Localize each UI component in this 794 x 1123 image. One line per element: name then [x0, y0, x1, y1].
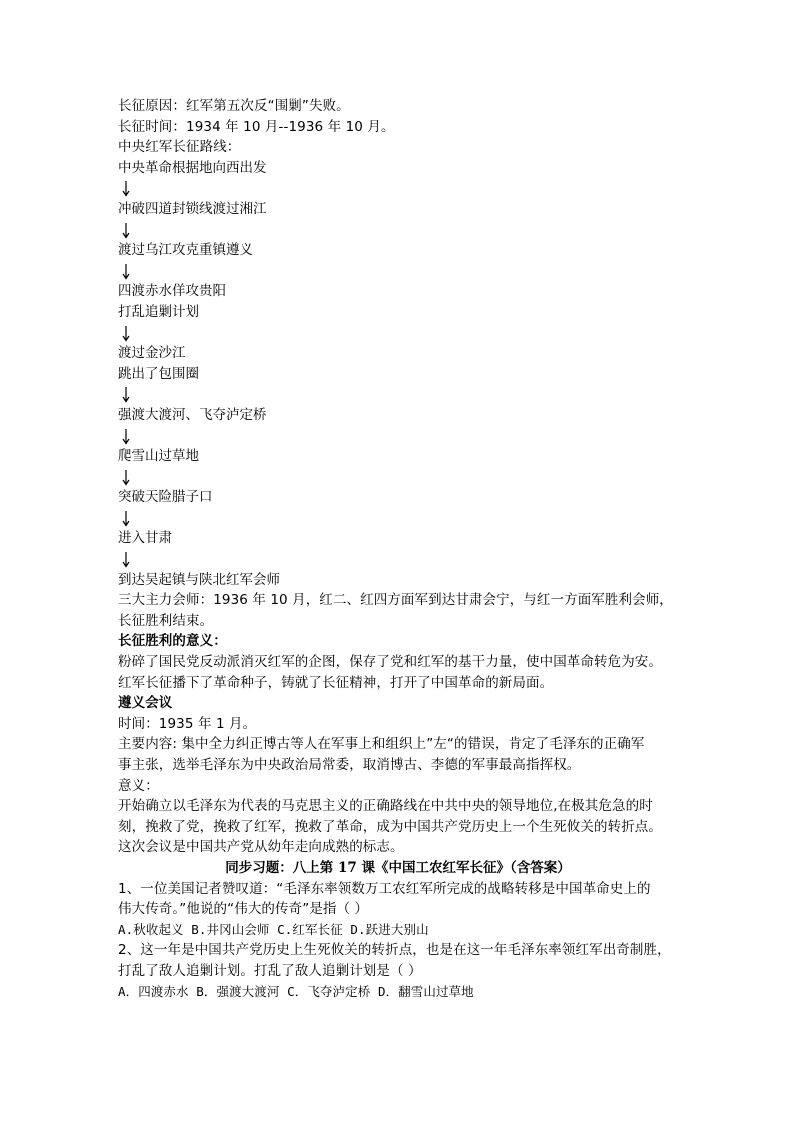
zunyi-content-line-2: 事主张，选举毛泽东为中央政治局常委，取消博古、李德的军事最高指挥权。	[118, 757, 581, 773]
zunyi-meaning-line-3: 这次会议是中国共产党从幼年走向成熟的标志。	[118, 839, 404, 856]
route-step: 到达吴起镇与陕北红军会师	[118, 571, 280, 588]
route-step: 四渡赤水佯攻贵阳	[118, 283, 226, 300]
route-flow	[118, 158, 678, 590]
route-step: 渡过金沙江	[118, 345, 186, 362]
exercise-title: 同步习题：八上第 17 课《中国工农红军长征》（含答案）	[225, 859, 571, 876]
route-step: 跳出了包围圈	[118, 365, 199, 382]
route-step: 渡过乌江攻克重镇遵义	[118, 242, 253, 259]
significance-heading: 长征胜利的意义：	[118, 633, 227, 650]
meeting-line-2: 长征胜利结束。	[118, 612, 214, 629]
route-step: 冲破四道封锁线渡过湘江	[118, 200, 267, 217]
zunyi-time: 时间：1935 年 1 月。	[118, 715, 257, 732]
zunyi-heading: 遵义会议	[118, 695, 173, 712]
question-2-line-2: 打乱了敌人追剿计划。打乱了敌人追剿计划是（ ）	[118, 962, 422, 979]
down-arrow-icon	[118, 467, 678, 488]
question-1-line-2: 伟大传奇。”他说的“伟大的传奇”是指（ ）	[118, 901, 369, 918]
down-arrow-icon	[118, 178, 678, 199]
significance-line-2: 红军长征播下了革命种子，铸就了长征精神，打开了中国革命的新局面。	[118, 674, 554, 691]
question-1-line-1: 1、一位美国记者赞叹道：“毛泽东率领数万工农红军所完成的战略转移是中国革命史上的	[118, 880, 651, 897]
down-arrow-icon	[118, 508, 678, 529]
down-arrow-icon	[118, 384, 678, 405]
question-2-line-1: 2、这一年是中国共产党历史上生死攸关的转折点，也是在这一年毛泽东率领红军出奇制胜，	[118, 942, 671, 959]
down-arrow-icon	[118, 323, 678, 344]
document-page	[118, 96, 678, 1002]
down-arrow-icon	[118, 220, 678, 241]
route-step: 强渡大渡河、飞夺泸定桥	[118, 406, 267, 423]
meeting-line-1: 三大主力会师：1936 年 10 月，红二、红四方面军到达甘肃会宁，与红一方面军胜利会师，	[118, 592, 673, 609]
zunyi-meaning-line-1: 开始确立以毛泽东为代表的马克思主义的正确路线在中共中央的领导地位,在极其危急的时	[118, 798, 653, 815]
route-step: 中央革命根据地向西出发	[118, 159, 267, 176]
zunyi-meaning-line-2: 刻，挽救了党，挽救了红军，挽救了革命，成为中国共产党历史上一个生死攸关的转折点。	[118, 818, 662, 835]
route-step: 突破天险腊子口	[118, 489, 213, 506]
long-march-reason: 长征原因：红军第五次反“围剿”失败。	[118, 98, 350, 114]
route-heading: 中央红军长征路线：	[118, 139, 241, 156]
zunyi-content-line-1: 主要内容: 集中全力纠正博古等人在军事上和组织上”左“的错误，肯定了毛泽东的正确军	[118, 736, 645, 753]
down-arrow-icon	[118, 549, 678, 570]
zunyi-meaning-label: 意义：	[118, 777, 159, 794]
long-march-time: 长征时间：1934 年 10 月--1936 年 10 月。	[118, 118, 395, 135]
significance-line-1: 粉碎了国民党反动派消灭红军的企图，保存了党和红军的基干力量，使中国革命转危为安。	[118, 654, 662, 671]
route-step: 打乱追剿计划	[118, 303, 199, 320]
question-1-options: A.秋收起义 B.井冈山会师 C.红军长征 D.跃进大别山	[118, 921, 429, 937]
down-arrow-icon	[118, 426, 678, 447]
route-step: 爬雪山过草地	[118, 448, 199, 465]
question-2-options: A．四渡赤水 B．强渡大渡河 C．飞夺泸定桥 D．翻雪山过草地	[118, 983, 474, 999]
down-arrow-icon	[118, 261, 678, 282]
route-step: 进入甘肃	[118, 530, 172, 547]
